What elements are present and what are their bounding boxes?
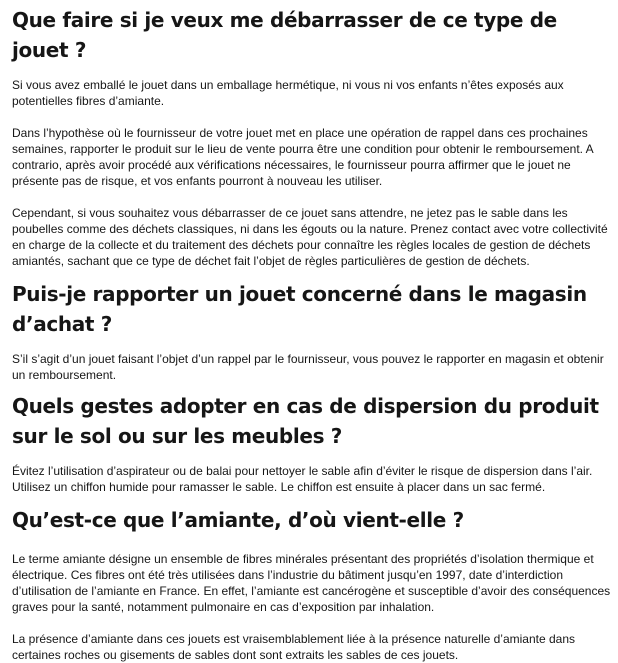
paragraph-refund: S’il s’agit d’un jouet faisant l’objet d’un rappel par le fournisseur, vous pouvez le rapporter en magasin et obtenir un remboursement.	[12, 352, 604, 382]
paragraph-cleaning-advice: Évitez l’utilisation d’aspirateur ou de balai pour nettoyer le sable afin d’éviter le risque de dispersion dans l’air. Utilisez un chiffon humide pour ramasser le sable. Le chiffon est ensuite à placer dans un sac fermé.	[12, 464, 593, 494]
paragraph-waste-disposal: Cependant, si vous souhaitez vous débarrasser de ce jouet sans attendre, ne jetez pas le sable dans les poubelles comme des déchets classiques, ni dans les égouts ou la nature. Prenez contact avec votre collectivité en charge de la collecte et du traitement des déchets pour connaître les règles locales de gestion de déchets amiantés, sachant que ce type de déchet fait l’objet de règles particulières de gestion de déchets.	[12, 206, 608, 268]
paragraph-recall-operation: Dans l’hypothèse où le fournisseur de votre jouet met en place une opération de rappel dans ces prochaines semaines, rapporter le produit sur le lieu de vente pourra être une condition pour obtenir le remboursement. A contrario, après avoir procédé aux vérifications nécessaires, le fournisseur pourra affirmer que le jouet ne présente pas de risque, et vos enfants pourront à nouveau les utiliser.	[12, 126, 594, 188]
section-heading-dispersion: Quels gestes adopter en cas de dispersion du produit sur le sol ou sur les meubles ?	[12, 394, 599, 448]
paragraph-airtight-packaging: Si vous avez emballé le jouet dans un emballage hermétique, ni vous ni vos enfants n’êtes exposés aux potentielles fibres d’amiante.	[12, 78, 564, 108]
section-heading-disposal: Que faire si je veux me débarrasser de ce type de jouet ?	[12, 8, 557, 62]
section-heading-return-to-store: Puis-je rapporter un jouet concerné dans le magasin d’achat ?	[12, 282, 587, 336]
paragraph-asbestos-in-toys: La présence d’amiante dans ces jouets est vraisemblablement liée à la présence naturelle d’amiante dans certaines roches ou gisements de sables dont sont extraits les sables de ces jouets.	[12, 632, 575, 662]
section-heading-asbestos-origin: Qu’est-ce que l’amiante, d’où vient-elle ?	[12, 508, 464, 532]
paragraph-asbestos-definition: Le terme amiante désigne un ensemble de fibres minérales présentant des propriétés d’isolation thermique et électrique. Ces fibres ont été très utilisées dans l’industrie du bâtiment jusqu’en 1997, date d’interdiction d’utilisation de l’amiante en France. En effet, l’amiante est cancérogène et susceptible d’avoir des conséquences graves pour la santé, notamment pulmonaire en cas d’exposition par inhalation.	[12, 552, 611, 614]
